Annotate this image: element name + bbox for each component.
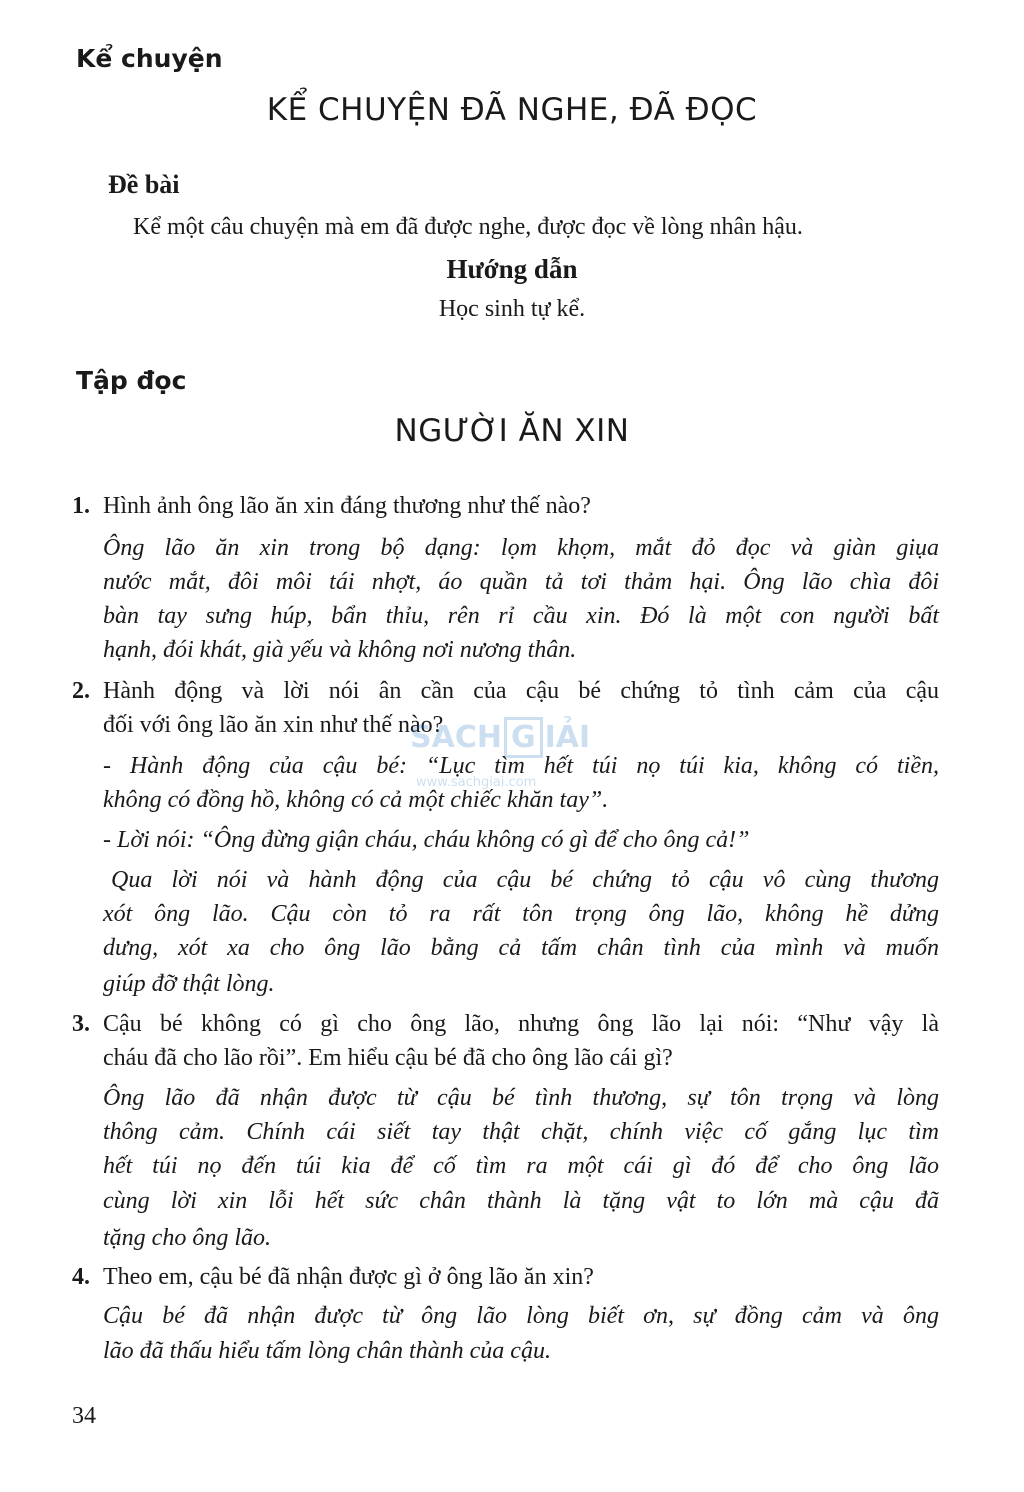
answer-line: xót ông lão. Cậu còn tỏ ra rất tôn trọng ông lão, không hề dửng [103,901,939,927]
section-label-ke-chuyen: Kể chuyện [76,44,223,73]
answer-line: hạnh, đói khát, già yếu và không nơi nương thân. [103,637,577,663]
de-bai-heading: Đề bài [108,170,180,199]
question-text: cháu đã cho lão rồi”. Em hiểu cậu bé đã cho ông lão cái gì? [103,1045,673,1071]
question-number: 2. [72,678,90,704]
question-text: đối với ông lão ăn xin như thế nào? [103,712,444,738]
answer-line: Ông lão đã nhận được từ cậu bé tình thương, sự tôn trọng và lòng [103,1085,939,1111]
answer-line: giúp đỡ thật lòng. [103,971,275,997]
answer-line: lão đã thấu hiểu tấm lòng chân thành của cậu. [103,1338,551,1364]
watermark-brand-box: G [504,717,543,758]
watermark-brand-right: IẢI [544,720,591,755]
answer-line: Ông lão ăn xin trong bộ dạng: lọm khọm, mắt đỏ đọc và giàn giụa [103,535,939,561]
answer-line: - Lời nói: “Ông đừng giận cháu, cháu không có gì để cho ông cả!” [103,827,750,853]
question-text: Theo em, cậu bé đã nhận được gì ở ông lão ăn xin? [103,1264,594,1290]
question-number: 4. [72,1264,90,1290]
de-bai-text: Kể một câu chuyện mà em đã được nghe, được đọc về lòng nhân hậu. [133,214,803,240]
answer-line: Cậu bé đã nhận được từ ông lão lòng biết ơn, sự đồng cảm và ông [103,1303,939,1329]
section-label-tap-doc: Tập đọc [76,366,187,395]
answer-line: hết túi nọ đến túi kia để cố tìm ra một cái gì đó để cho ông lão [103,1153,939,1179]
answer-line: thông cảm. Chính cái siết tay thật chặt, chính việc cố gắng lục tìm [103,1119,939,1145]
reading-title: NGƯỜI ĂN XIN [394,413,630,449]
answer-line: tặng cho ông lão. [103,1225,271,1251]
answer-line: dưng, xót xa cho ông lão bằng cả tấm chân tình của mình và muốn [103,935,939,961]
chapter-title-ke-chuyen: KỂ CHUYỆN ĐÃ NGHE, ĐÃ ĐỌC [266,92,758,128]
page-number: 34 [72,1403,96,1429]
question-number: 3. [72,1011,90,1037]
watermark-brand-left: SACH [410,720,502,755]
answer-line: Qua lời nói và hành động của cậu bé chứng tỏ cậu vô cùng thương [111,867,939,893]
answer-line: bàn tay sưng húp, bẩn thỉu, rên rỉ cầu xin. Đó là một con người bất [103,603,939,629]
answer-line: nước mắt, đôi môi tái nhợt, áo quần tả tơi thảm hại. Ông lão chìa đôi [103,569,939,595]
huong-dan-heading: Hướng dẫn [446,254,578,284]
huong-dan-text: Học sinh tự kể. [438,296,586,322]
question-number: 1. [72,493,90,519]
answer-line: cùng lời xin lỗi hết sức chân thành là tặng vật to lớn mà cậu đã [103,1188,939,1214]
answer-line: không có đồng hồ, không có cả một chiếc khăn tay”. [103,787,609,813]
question-text: Hành động và lời nói ân cần của cậu bé chứng tỏ tình cảm của cậu [103,678,939,704]
question-text: Hình ảnh ông lão ăn xin đáng thương như thế nào? [103,493,591,519]
question-text: Cậu bé không có gì cho ông lão, nhưng ông lão lại nói: “Như vậy là [103,1011,939,1037]
watermark-url: www.sachgiai.com [416,775,537,790]
answer-line: - Hành động của cậu bé: “Lục tìm hết túi nọ túi kia, không có tiền, [103,753,939,779]
